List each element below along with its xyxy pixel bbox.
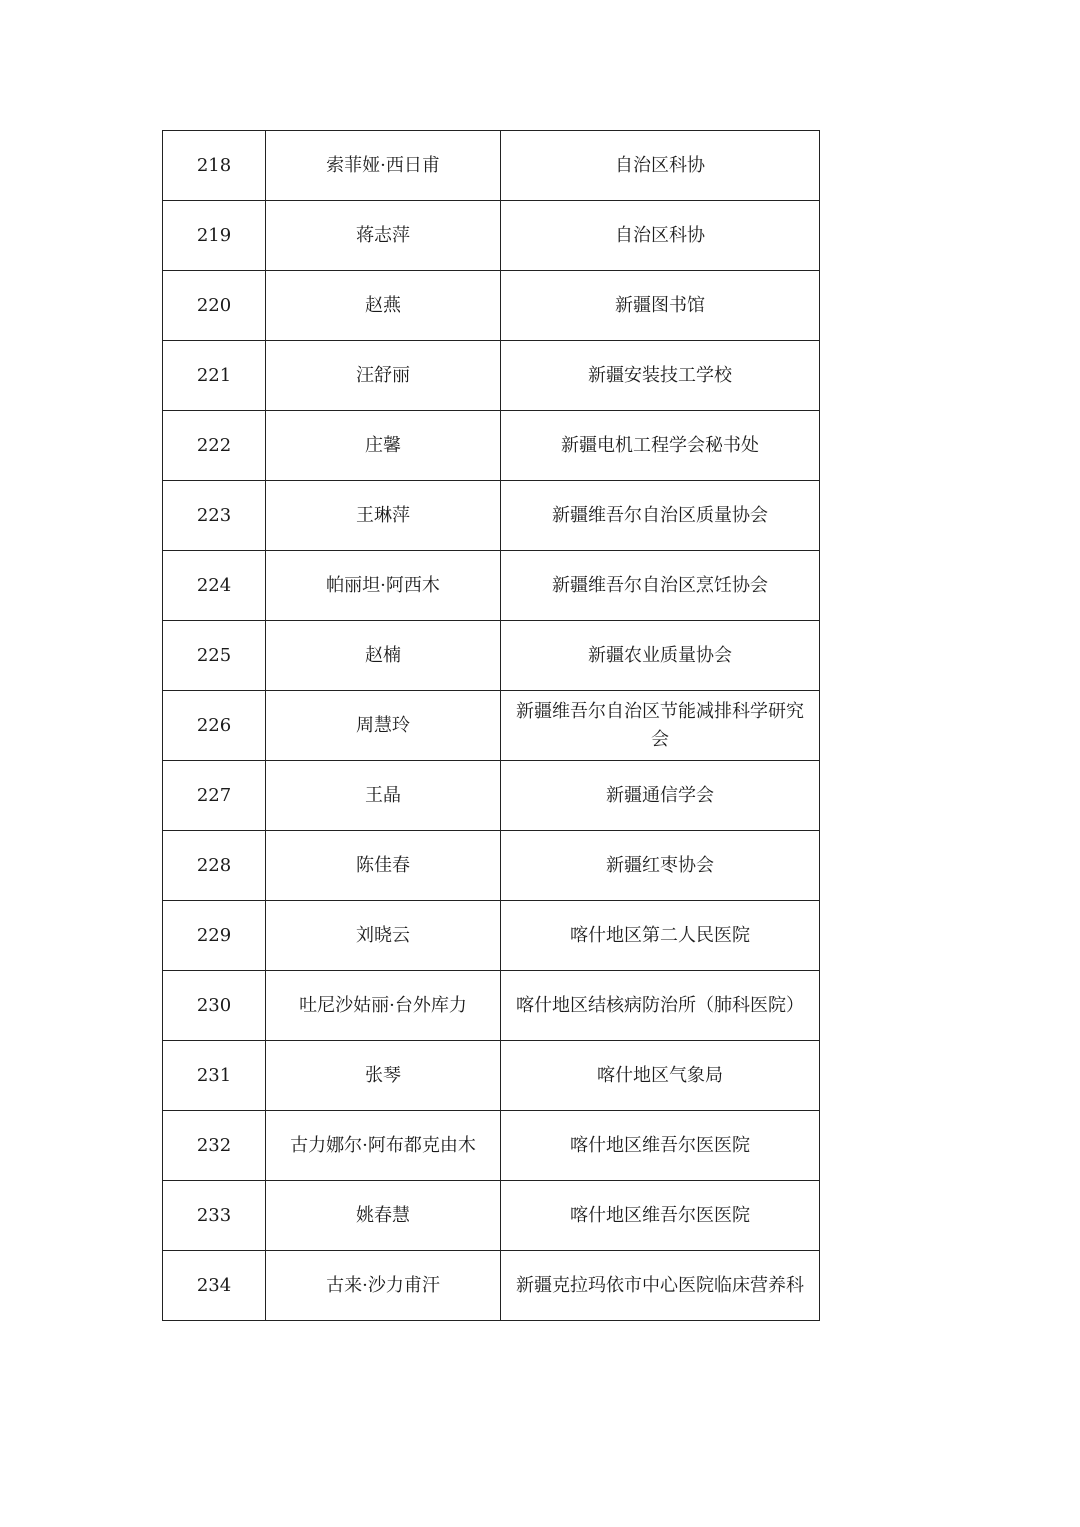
person-name: 赵楠 [266, 621, 501, 691]
person-name: 赵燕 [266, 271, 501, 341]
organization: 新疆农业质量协会 [501, 621, 820, 691]
row-number: 221 [163, 341, 266, 411]
row-number: 229 [163, 901, 266, 971]
table-row [163, 1251, 820, 1321]
table-row [163, 1041, 820, 1111]
person-name: 帕丽坦·阿西木 [266, 551, 501, 621]
organization: 喀什地区维吾尔医医院 [501, 1111, 820, 1181]
organization: 新疆维吾尔自治区节能减排科学研究会 [501, 691, 820, 761]
organization: 喀什地区维吾尔医医院 [501, 1181, 820, 1251]
person-name: 周慧玲 [266, 691, 501, 761]
table-row [163, 1111, 820, 1181]
organization: 新疆通信学会 [501, 761, 820, 831]
row-number: 223 [163, 481, 266, 551]
person-name: 陈佳春 [266, 831, 501, 901]
row-number: 230 [163, 971, 266, 1041]
organization: 自治区科协 [501, 131, 820, 201]
person-name: 索菲娅·西日甫 [266, 131, 501, 201]
person-name: 刘晓云 [266, 901, 501, 971]
table-row [163, 411, 820, 481]
organization: 新疆红枣协会 [501, 831, 820, 901]
row-number: 227 [163, 761, 266, 831]
person-name: 古力娜尔·阿布都克由木 [266, 1111, 501, 1181]
person-name: 汪舒丽 [266, 341, 501, 411]
table-row [163, 271, 820, 341]
table-row [163, 201, 820, 271]
organization: 新疆电机工程学会秘书处 [501, 411, 820, 481]
row-number: 220 [163, 271, 266, 341]
table-row [163, 1181, 820, 1251]
organization: 新疆维吾尔自治区质量协会 [501, 481, 820, 551]
person-name: 姚春慧 [266, 1181, 501, 1251]
table-row [163, 481, 820, 551]
row-number: 233 [163, 1181, 266, 1251]
row-number: 222 [163, 411, 266, 481]
table-row [163, 901, 820, 971]
table-row [163, 551, 820, 621]
person-name: 吐尼沙姑丽·台外库力 [266, 971, 501, 1041]
person-name: 古来·沙力甫汗 [266, 1251, 501, 1321]
row-number: 226 [163, 691, 266, 761]
row-number: 231 [163, 1041, 266, 1111]
row-number: 234 [163, 1251, 266, 1321]
organization: 新疆图书馆 [501, 271, 820, 341]
row-number: 224 [163, 551, 266, 621]
row-number: 228 [163, 831, 266, 901]
row-number: 219 [163, 201, 266, 271]
person-name: 王琳萍 [266, 481, 501, 551]
person-name: 王晶 [266, 761, 501, 831]
organization: 新疆安装技工学校 [501, 341, 820, 411]
person-name: 庄馨 [266, 411, 501, 481]
organization: 喀什地区结核病防治所（肺科医院） [501, 971, 820, 1041]
row-number: 232 [163, 1111, 266, 1181]
person-name: 蒋志萍 [266, 201, 501, 271]
organization: 喀什地区气象局 [501, 1041, 820, 1111]
table-row [163, 831, 820, 901]
organization: 新疆维吾尔自治区烹饪协会 [501, 551, 820, 621]
table-row [163, 971, 820, 1041]
organization: 喀什地区第二人民医院 [501, 901, 820, 971]
organization: 新疆克拉玛依市中心医院临床营养科 [501, 1251, 820, 1321]
person-name: 张琴 [266, 1041, 501, 1111]
table-row [163, 621, 820, 691]
table-row [163, 691, 820, 761]
table-row [163, 341, 820, 411]
roster-table-body [163, 131, 820, 1321]
row-number: 218 [163, 131, 266, 201]
table-row [163, 761, 820, 831]
row-number: 225 [163, 621, 266, 691]
table-row [163, 131, 820, 201]
roster-table [162, 130, 820, 1321]
organization: 自治区科协 [501, 201, 820, 271]
